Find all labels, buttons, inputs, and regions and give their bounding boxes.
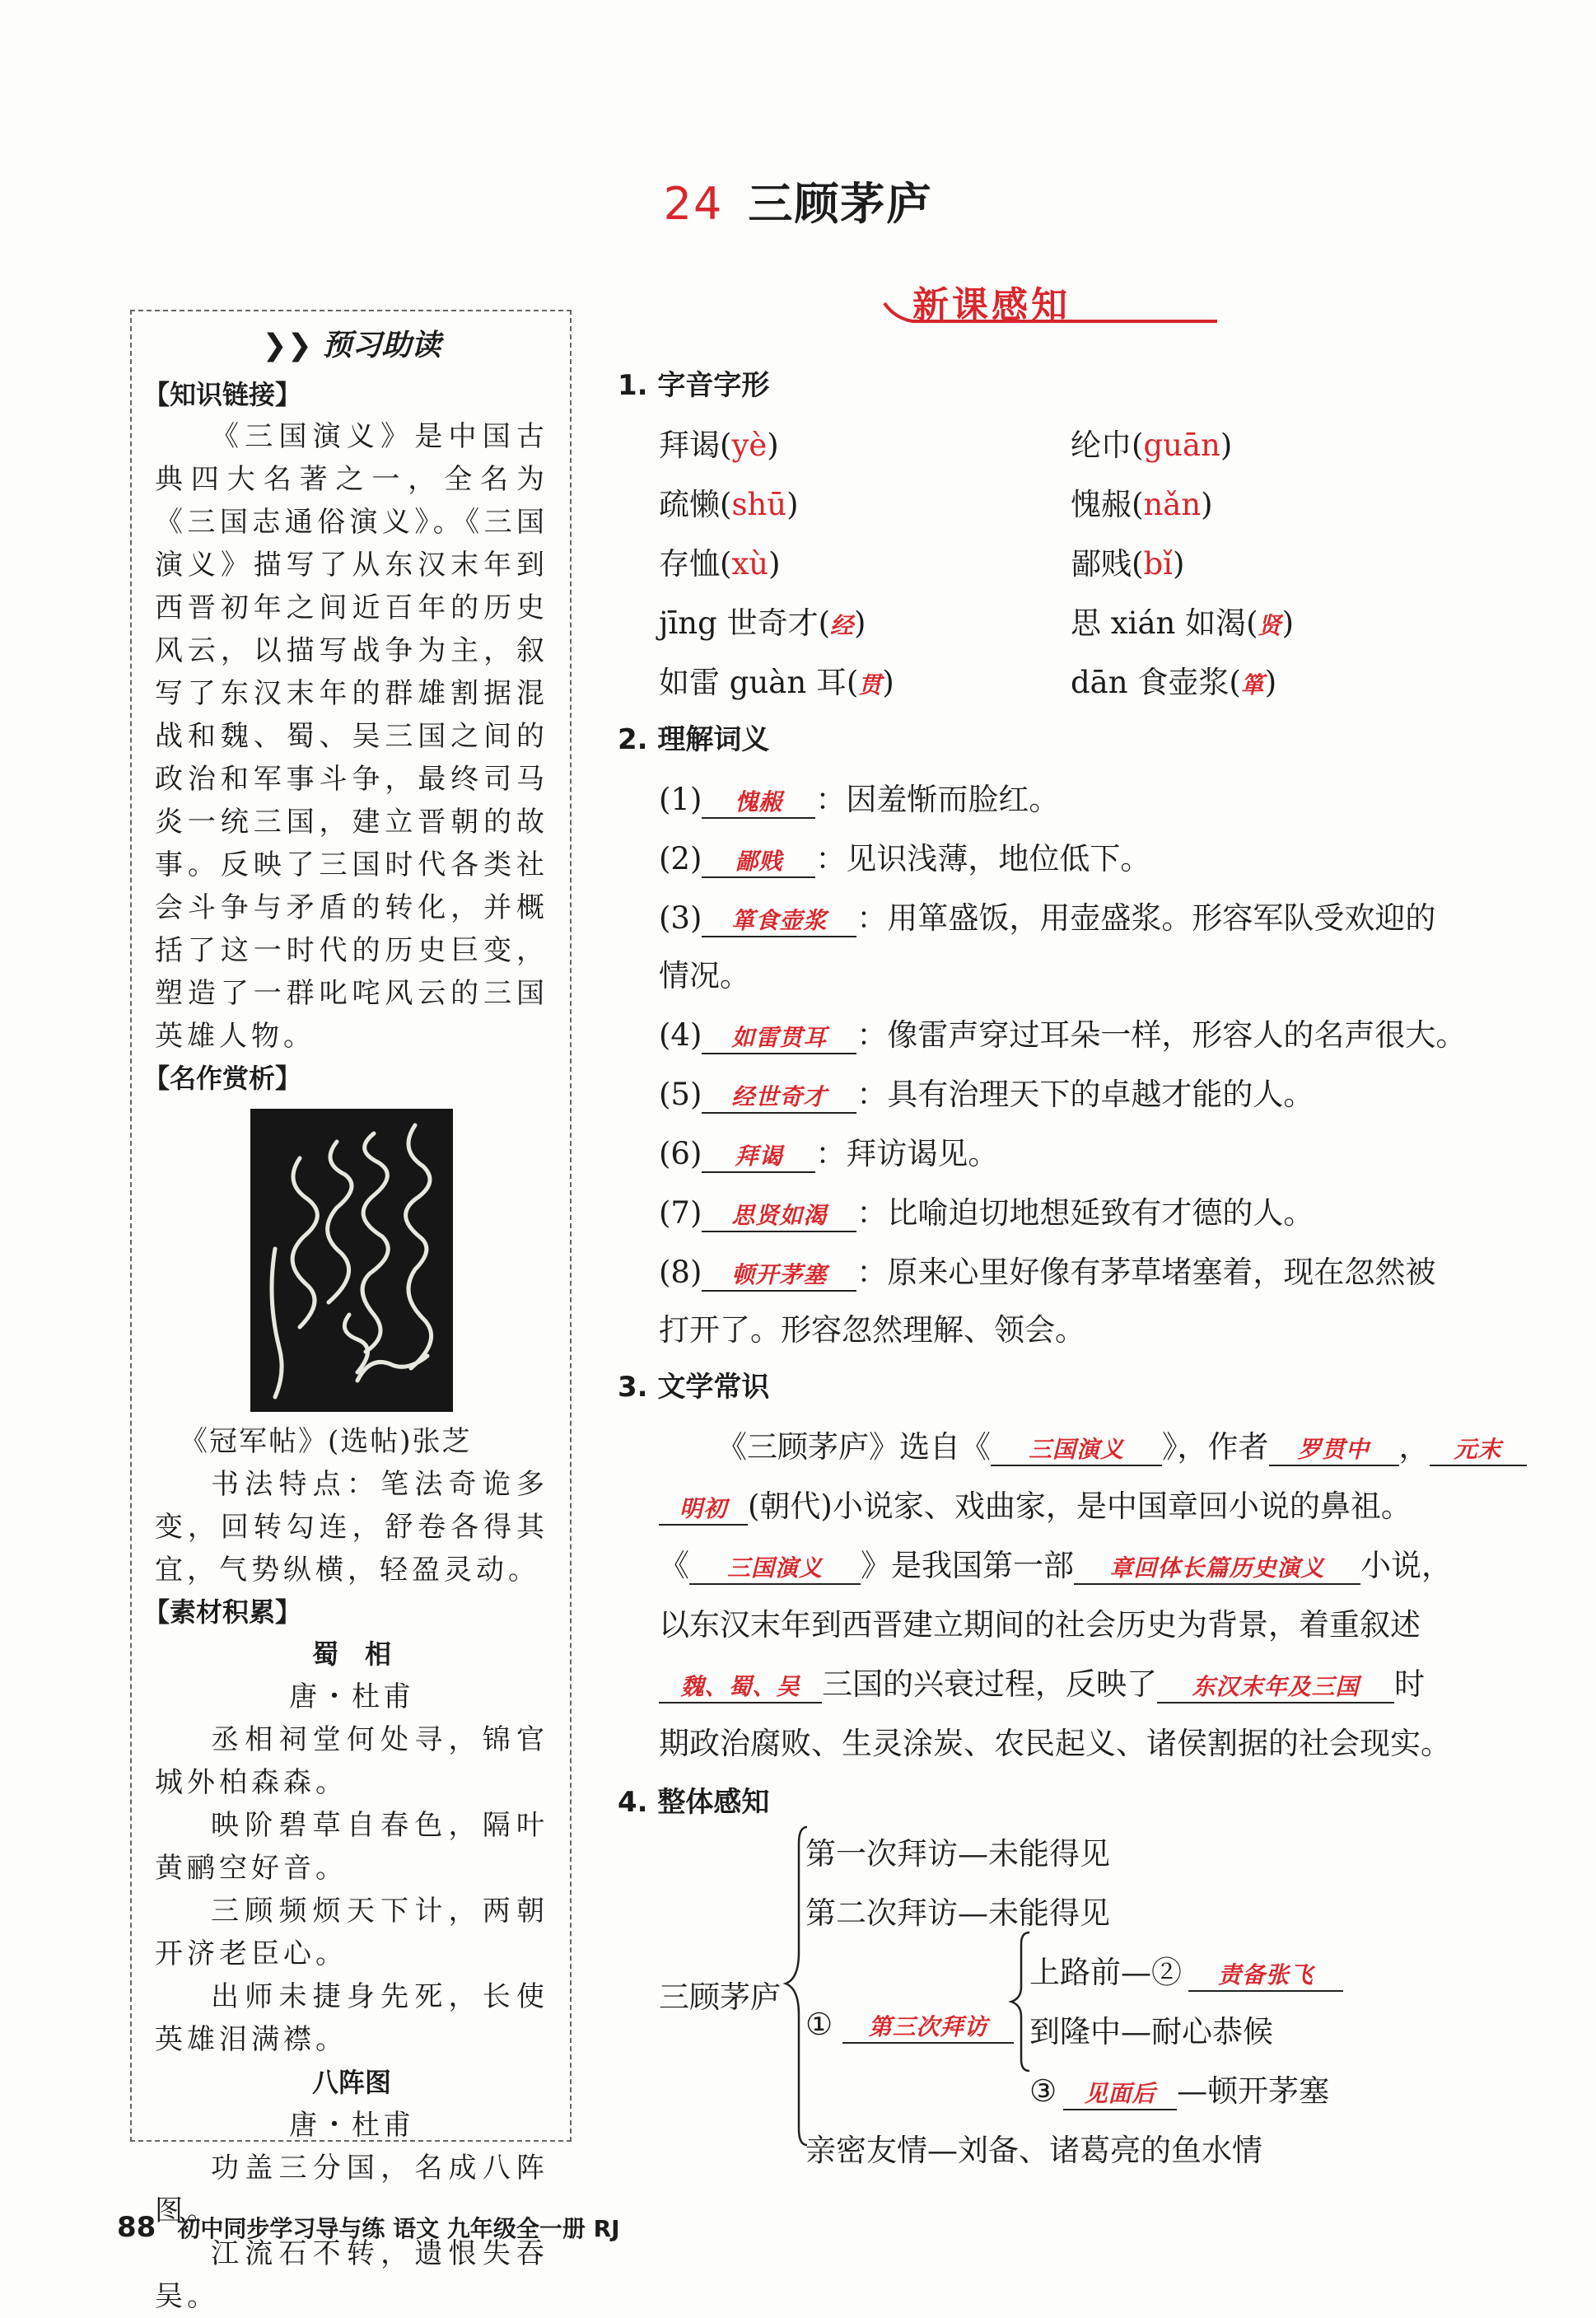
poem-line: 出师未捷身先死，长使英雄泪满襟。	[155, 1980, 548, 2056]
poem-author: 唐・杜甫	[289, 1680, 414, 1713]
vocab-item: (3) 箪食壶浆 ：用箪盛饭，用壶盛浆。形容军队受欢迎的	[659, 900, 1436, 936]
poem-line: 功盖三分国，名成八阵图。	[155, 2152, 548, 2227]
literature-line: 《 三国演义 》是我国第一部 章回体长篇历史演义 小说，	[659, 1548, 1452, 1583]
vocab-item-cont: 情况。	[659, 958, 750, 993]
book-title: 初中同步学习导与练 语文 九年级全一册 RJ	[177, 2215, 620, 2242]
diagram-branch: 第二次拜访—未能得见	[805, 1895, 1110, 1931]
appreciation-label: 【名作赏析】	[143, 1063, 302, 1094]
lesson-title: 三顾茅庐	[748, 177, 933, 230]
diagram-sub-branch: ③ 见面后 —顿开茅塞	[1029, 2073, 1330, 2109]
poem-title: 蜀 相	[311, 1638, 391, 1670]
vocab-item: (2) 鄙贱 ：见识浅薄，地位低下。	[659, 841, 1151, 876]
poem-line: 丞相祠堂何处寻，锦官城外柏森森。	[155, 1723, 548, 1799]
pinyin-item: 疏懒(shū)	[659, 487, 799, 522]
pinyin-item: 拜谒(yè)	[659, 428, 779, 463]
literature-line: 期政治腐败、生灵涂炭、农民起义、诸侯割据的社会现实。	[659, 1726, 1451, 1761]
literature-line: 明初 (朝代)小说家、戏曲家，是中国章回小说的鼻祖。	[659, 1481, 1412, 1526]
literature-line: 《三顾茅庐》选自《 三国演义 》，作者 罗贯中 ， 元末	[716, 1422, 1527, 1466]
lesson-number: 24	[663, 178, 724, 230]
section-banner	[880, 272, 1225, 329]
section-heading: 2. 理解词义	[618, 723, 770, 756]
calligraphy-image	[250, 1109, 453, 1412]
pinyin-item: 愧赧(nǎn)	[1071, 487, 1213, 522]
calligraphy-strokes	[250, 1109, 453, 1412]
poem-line: 江流石不转，遗恨失吞吴。	[155, 2237, 548, 2313]
poem-line: 三顾频烦天下计，两朝开济老臣心。	[155, 1895, 548, 1970]
page-number: 88	[117, 2211, 156, 2244]
pinyin-item: 纶巾(guān)	[1071, 428, 1233, 463]
section-heading: 1. 字音字形	[618, 369, 770, 402]
sidebar-header: ❯❯ 预习助读	[262, 329, 441, 362]
vocab-item-cont: 打开了。形容忽然理解、领会。	[659, 1312, 1085, 1348]
poem-author: 唐・杜甫	[289, 2109, 414, 2142]
pinyin-item: 如雷 guàn 耳(贯)	[659, 665, 894, 700]
section-heading: 3. 文学常识	[618, 1371, 770, 1404]
literature-line: 魏、蜀、吴 三国的兴衰过程，反映了 东汉末年及三国 时	[659, 1659, 1425, 1703]
pinyin-item: jīng 世奇才(经)	[659, 605, 866, 641]
image-caption: 《冠军帖》(选帖)张芝	[180, 1425, 472, 1458]
poem-title: 八阵图	[311, 2067, 391, 2098]
vocab-item: (4) 如雷贯耳 ：像雷声穿过耳朵一样，形容人的名声很大。	[659, 1017, 1467, 1053]
vocab-item: (8) 顿开茅塞 ：原来心里好像有茅草堵塞着，现在忽然被	[659, 1255, 1436, 1290]
diagram-sub-branch: 上路前—② 责备张飞	[1029, 1947, 1343, 1992]
banner-title: 新课感知	[912, 284, 1071, 326]
pinyin-item: dān 食壶浆(箪)	[1071, 665, 1277, 700]
diagram-sub-branch: 到隆中—耐心恭候	[1029, 2014, 1273, 2049]
diagram-brackets	[782, 1820, 1194, 2175]
diagram-branch: 亲密友情—刘备、诸葛亮的鱼水情	[805, 2133, 1262, 2168]
diagram-branch: ① 第三次拜访	[805, 2007, 1014, 2044]
diagram-branch: 第一次拜访—未能得见	[805, 1836, 1110, 1872]
vocab-item: (5) 经世奇才 ：具有治理天下的卓越才能的人。	[659, 1077, 1314, 1112]
literature-line: 以东汉末年到西晋建立期间的社会历史为背景，着重叙述	[659, 1607, 1421, 1643]
pinyin-item: 鄙贱(bǐ)	[1071, 546, 1185, 582]
pinyin-item: 存恤(xù)	[659, 546, 781, 582]
vocab-item: (6) 拜谒 ：拜访谒见。	[659, 1136, 999, 1171]
diagram-root: 三顾茅庐	[659, 1979, 781, 2015]
calligraphy-text: 书法特点：笔法奇诡多变，回转勾连，舒卷各得其宜，气势纵横，轻盈灵动。	[155, 1468, 548, 1587]
double-chevron-icon: ❯❯	[262, 329, 312, 362]
knowledge-text: 《三国演义》是中国古典四大名著之一，全名为《三国志通俗演义》。《三国演义》描写了从东汉末年到西晋初年之间近百年的历史风云，以描写战争为主，叙写了东汉末年的群雄割据混战和魏、蜀、吴三国之间的政治和军事斗争，最终司马炎一统三国，建立晋朝的故事。反映了三国时代各类社会斗争与矛盾的转化，并概括了这一时代的历史巨变，塑造了一群叱咤风云的三国英雄人物。	[155, 420, 548, 1053]
pinyin-item: 思 xián 如渴(贤)	[1071, 605, 1294, 641]
vocab-item: (1) 愧赧 ：因羞惭而脸红。	[659, 782, 1060, 817]
poem-line: 映阶碧草自春色，隔叶黄鹂空好音。	[155, 1809, 548, 1885]
knowledge-label: 【知识链接】	[143, 379, 302, 410]
material-label: 【素材积累】	[143, 1596, 302, 1628]
vocab-item: (7) 思贤如渴 ：比喻迫切地想延致有才德的人。	[659, 1195, 1314, 1231]
page-title	[0, 169, 1596, 232]
page-footer	[117, 2211, 620, 2244]
section-heading: 4. 整体感知	[618, 1786, 770, 1819]
